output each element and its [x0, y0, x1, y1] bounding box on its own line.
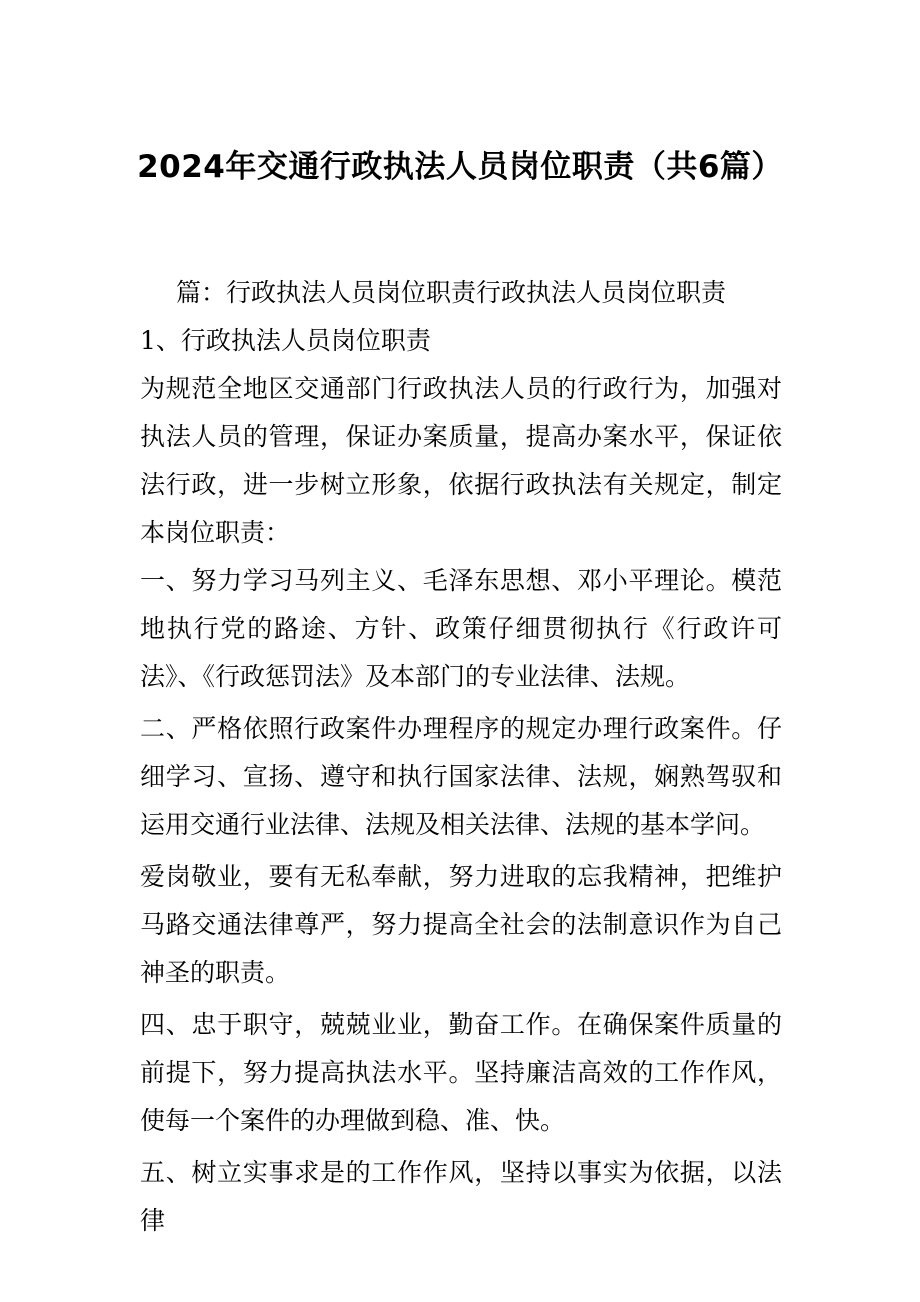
paragraph-item-3: 爱岗敬业，要有无私奉献，努力进取的忘我精神，把维护马路交通法律尊严，努力提高全社会的法制意识作为自己神圣的职责。 — [140, 862, 782, 987]
document-body — [140, 269, 782, 1245]
paragraph-item-2: 二、严格依照行政案件办理程序的规定办理行政案件。仔细学习、宣扬、遵守和执行国家法律、法规，娴熟驾驭和运用交通行业法律、法规及相关法律、法规的基本学问。 — [140, 714, 782, 839]
paragraph-subtitle: 篇：行政执法人员岗位职责行政执法人员岗位职责 — [176, 278, 727, 307]
paragraph-item-5: 五、树立实事求是的工作作风，坚持以事实为依据，以法律 — [140, 1158, 782, 1235]
paragraph-item-4: 四、忠于职守，兢兢业业，勤奋工作。在确保案件质量的前提下，努力提高执法水平。坚持廉洁高效的工作作风，使每一个案件的办理做到稳、准、快。 — [140, 1010, 782, 1135]
paragraph-intro: 为规范全地区交通部门行政执法人员的行政行为，加强对执法人员的管理，保证办案质量，提高办案水平，保证依法行政，进一步树立形象，依据行政执法有关规定，制定本岗位职责： — [140, 374, 782, 547]
document-title: 2024年交通行政执法人员岗位职责（共6篇） — [137, 149, 783, 185]
paragraph-item-1: 一、努力学习马列主义、毛泽东思想、邓小平理论。模范地执行党的路途、方针、政策仔细贯彻执行《行政许可法》、《行政惩罚法》及本部门的专业法律、法规。 — [140, 566, 782, 691]
paragraph-section-heading: 1、行政执法人员岗位职责 — [140, 326, 431, 355]
